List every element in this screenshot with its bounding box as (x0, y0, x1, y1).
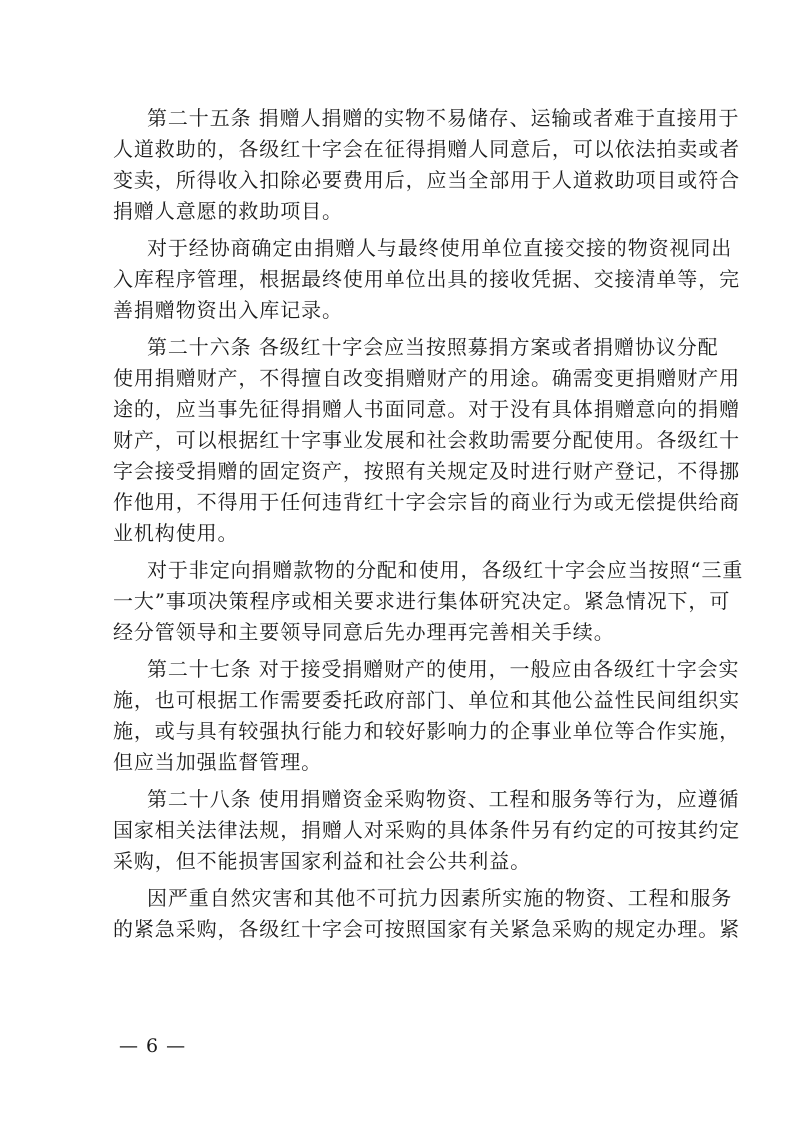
page-number: — 6 — (119, 1035, 187, 1057)
text-line: 采购，但不能损害国家利益和社会公共利益。 (113, 849, 531, 873)
text-line: 字会接受捐赠的固定资产，按照有关规定及时进行财产登记，不得挪 (113, 459, 740, 483)
text-line: 国家相关法律法规，捐赠人对采购的具体条件另有约定的可按其约定 (113, 818, 740, 842)
text-line: 入库程序管理，根据最终使用单位出具的接收凭据、交接清单等，完 (113, 267, 740, 291)
text-line: 第二十八条 使用捐赠资金采购物资、工程和服务等行为，应遵循 (147, 787, 740, 811)
text-line: 途的，应当事先征得捐赠人书面同意。对于没有具体捐赠意向的捐赠 (113, 397, 740, 421)
text-line: 捐赠人意愿的救助项目。 (113, 199, 343, 223)
paragraph-article-25 (113, 103, 740, 227)
text-line: 善捐赠物资出入库记录。 (113, 298, 343, 322)
text-line: 第二十六条 各级红十字会应当按照募捐方案或者捐赠协议分配 (147, 335, 719, 359)
text-line: 对于经协商确定由捐赠人与最终使用单位直接交接的物资视同出 (147, 236, 733, 260)
paragraph-article-26 (113, 332, 740, 549)
text-line: 业机构使用。 (113, 521, 239, 545)
text-line: 作他用，不得用于任何违背红十字会宗旨的商业行为或无偿提供给商 (113, 490, 740, 514)
text-line: 施，也可根据工作需要委托政府部门、单位和其他公益性民间组织实 (113, 688, 740, 712)
text-line: 的紧急采购，各级红十字会可按照国家有关紧急采购的规定办理。紧 (113, 917, 740, 941)
text-line: 因严重自然灾害和其他不可抗力因素所实施的物资、工程和服务 (147, 886, 733, 910)
text-line: 第二十七条 对于接受捐赠财产的使用，一般应由各级红十字会实 (147, 657, 740, 681)
text-line: 经分管领导和主要领导同意后先办理再完善相关手续。 (113, 620, 615, 644)
text-line: 对于非定向捐赠款物的分配和使用，各级红十字会应当按照“三重 (147, 558, 744, 582)
text-line: 使用捐赠财产，不得擅自改变捐赠财产的用途。确需变更捐赠财产用 (113, 366, 740, 390)
paragraph-direct-handover (113, 233, 740, 326)
text-line: 一大”事项决策程序或相关要求进行集体研究决定。紧急情况下，可 (113, 589, 731, 613)
text-line: 财产，可以根据红十字事业发展和社会救助需要分配使用。各级红十 (113, 428, 740, 452)
document-body (113, 103, 744, 951)
paragraph-emergency-procurement (113, 883, 740, 945)
paragraph-article-27 (113, 654, 740, 778)
paragraph-non-directed-donations (113, 555, 744, 648)
paragraph-article-28 (113, 784, 740, 877)
text-line: 但应当加强监督管理。 (113, 750, 322, 774)
text-line: 施，或与具有较强执行能力和较好影响力的企事业单位等合作实施， (113, 719, 740, 743)
text-line: 人道救助的，各级红十字会在征得捐赠人同意后，可以依法拍卖或者 (113, 137, 740, 161)
text-line: 第二十五条 捐赠人捐赠的实物不易储存、运输或者难于直接用于 (147, 106, 740, 130)
text-line: 变卖，所得收入扣除必要费用后，应当全部用于人道救助项目或符合 (113, 168, 740, 192)
